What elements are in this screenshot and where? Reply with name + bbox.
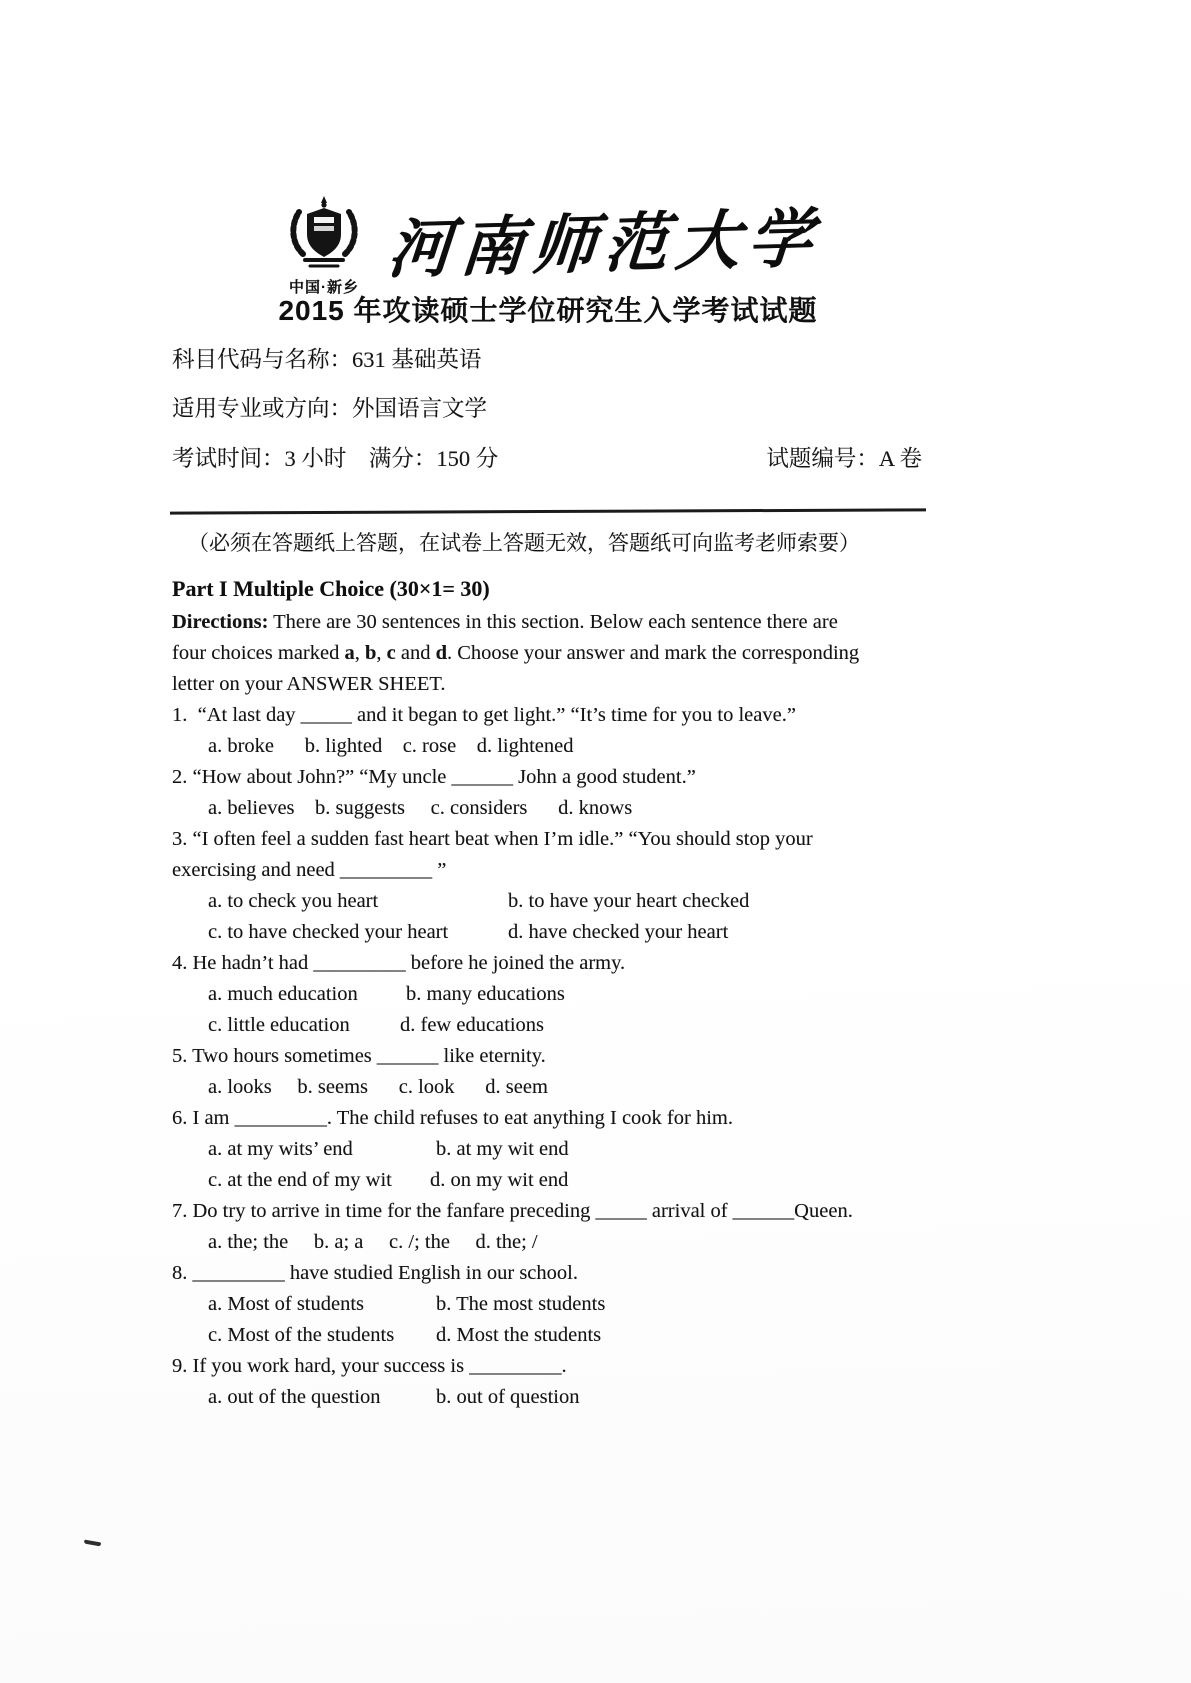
question-line: 4. He hadn’t had _________ before he joined the army. <box>172 952 626 974</box>
question-line: 2. “How about John?” “My uncle ______ John a good student.” <box>172 766 696 788</box>
question-line: 1. “At last day _____ and it began to get light.” “It’s time for you to leave.” <box>172 704 796 726</box>
directions-line: letter on your ANSWER SHEET. <box>172 673 446 695</box>
paper-code-line: 试题编号：A 卷 <box>766 446 922 471</box>
question-line: a. much education b. many educations <box>208 983 565 1005</box>
university-name: 河南师范大学 <box>385 200 823 288</box>
question-line: c. to have checked your heart d. have checked your heart <box>208 921 729 943</box>
question-line: a. at my wits’ end b. at my wit end <box>208 1138 569 1160</box>
answer-sheet-notice: （必须在答题纸上答题，在试卷上答题无效，答题纸可向监考老师索要） <box>188 531 860 555</box>
university-emblem <box>276 192 372 297</box>
question-line: 9. If you work hard, your success is _________. <box>172 1355 567 1377</box>
question-line: c. Most of the students d. Most the students <box>208 1324 602 1346</box>
scan-artifact-mark <box>84 1540 101 1547</box>
question-line: a. out of the question b. out of question <box>208 1386 580 1408</box>
part1-body <box>172 607 932 1413</box>
subject-code-line: 科目代码与名称：631 基础英语 <box>172 347 482 372</box>
exam-info-row <box>172 441 926 473</box>
major-line: 适用专业或方向：外国语言文学 <box>172 396 488 421</box>
exam-title: 2015 年攻读硕士学位研究生入学考试试题 <box>278 295 818 326</box>
question-line: a. believes b. suggests c. considers d. knows <box>208 797 633 819</box>
question-line: 7. Do try to arrive in time for the fanfare preceding _____ arrival of ______Queen. <box>172 1200 853 1222</box>
question-line: c. at the end of my wit d. on my wit end <box>208 1169 569 1191</box>
question-line: 8. _________ have studied English in our school. <box>172 1262 578 1284</box>
university-logo-row <box>170 192 926 297</box>
question-line: 6. I am _________. The child refuses to eat anything I cook for him. <box>172 1107 733 1129</box>
question-line: 3. “I often feel a sudden fast heart beat when I’m idle.” “You should stop your <box>172 828 813 850</box>
question-line: exercising and need _________ ” <box>172 859 447 881</box>
header-divider <box>170 508 926 514</box>
directions-line: Directions: There are 30 sentences in this section. Below each sentence there are <box>172 611 838 633</box>
question-line: 5. Two hours sometimes ______ like eternity. <box>172 1045 546 1067</box>
question-line: a. the; the b. a; a c. /; the d. the; / <box>208 1231 538 1253</box>
question-line: a. looks b. seems c. look d. seem <box>208 1076 548 1098</box>
question-line: c. little education d. few educations <box>208 1014 545 1036</box>
question-line: a. broke b. lighted c. rose d. lightened <box>208 735 574 757</box>
emblem-caption: 中国·新乡 <box>289 279 359 296</box>
university-emblem-icon <box>283 192 365 274</box>
question-line: a. to check you heart b. to have your heart checked <box>208 890 750 912</box>
part1-heading: Part I Multiple Choice (30×1= 30) <box>172 576 490 601</box>
question-line: a. Most of students b. The most students <box>208 1293 606 1315</box>
time-score-line: 考试时间：3 小时 满分：150 分 <box>172 446 499 471</box>
directions-line: four choices marked a, b, c and d. Choose your answer and mark the corresponding <box>172 642 860 664</box>
